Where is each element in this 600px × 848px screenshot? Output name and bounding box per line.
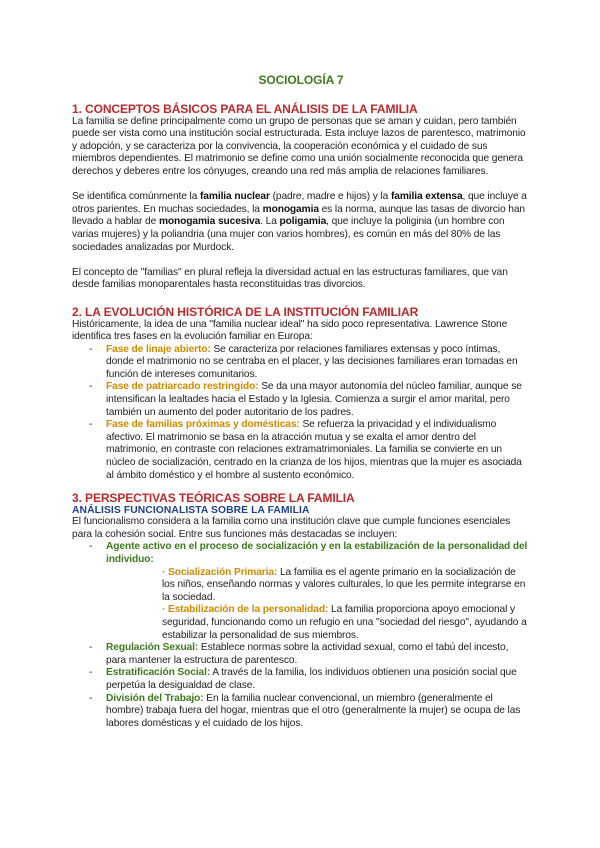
- phase-list: [72, 344, 530, 483]
- section-1-heading: 1. CONCEPTOS BÁSICOS PARA EL ANÁLISIS DE LA FAMILIA: [72, 101, 418, 116]
- function-list: [72, 541, 530, 730]
- document-title: SOCIOLOGÍA 7: [258, 73, 344, 87]
- document-page: [72, 66, 530, 730]
- list-item: - Agente activo en el proceso de socialización y en la estabilización de la personalidad del individuo: · Socialización Primaria: La familia es el agente primario en la socialización de los niños, enseñando normas y valores culturales, lo que les permite integrarse en la sociedad. · Estabilización de la personalidad: La familia proporciona apoyo emocional y seguridad, funcionando como un refugio en una "sociedad del riesgo", ayudando a estabilizar la personalidad de sus miembros.: [106, 541, 530, 642]
- section-1-paragraph-1: La familia se define principalmente como un grupo de personas que se aman y cuidan, pero también puede ser vista como una institución social estructurada. Esta incluye lazos de parentesco, matrimonio y adopción, y se caracteriza por la convivencia, la cooperación económica y el cuidado de sus miembros dependientes. El matrimonio se define como una unión socialmente reconocida que genera derechos y deberes entre los cónyuges, creando una red más amplia de relaciones familiares.: [72, 115, 526, 177]
- section-1-paragraph-3: El concepto de "familias" en plural refleja la diversidad actual en las estructuras familiares, que van desde familias monoparentales hasta reconstituidas tras divorcios.: [72, 266, 508, 291]
- list-item: - Regulación Sexual: Establece normas sobre la actividad sexual, como el tabú del incesto, para mantener la estructura de parentesco.: [106, 642, 530, 667]
- section-1-paragraph-2: Se identifica comúnmente la familia nuclear (padre, madre e hijos) y la familia extensa, que incluye a otros parientes. En muchas sociedades, la monogamia es la norma, aunque las tasas de divorcio han llevado a hablar de monogamia sucesiva. La poligamia, que incluye la poliginia (un hombre con varias mujeres) y la poliandria (una mujer con varios hombres), es común en más del 80% de las sociedades analizadas por Murdock.: [72, 191, 527, 253]
- list-item: - Fase de patriarcado restringido: Se da una mayor autonomía del núcleo familiar, aunque se intensifican la lealtades hacia el Estado y la Iglesia. Comienza a surgir el amor marital, pero también un aumento del poder autoritario de los padres.: [106, 381, 530, 419]
- list-item: - Fase de familias próximas y domésticas: Se refuerza la privacidad y el individualismo afectivo. El matrimonio se basa en la atracción mutua y se exalta el amor dentro del matrimonio, en contraste con relaciones extramatrimoniales. La familia se convierte en un núcleo de socialización, centrado en la crianza de los hijos, mientras que la mujer es asociada al ámbito doméstico y el hombre al sustento económico.: [106, 419, 530, 482]
- list-item: - Estratificación Social: A través de la familia, los individuos obtienen una posición social que perpetúa la desigualdad de clase.: [106, 667, 530, 692]
- sub-item-socializacion: · Socialización Primaria: La familia es el agente primario en la socialización de los niños, enseñando normas y valores culturales, lo que les permite integrarse en la sociedad.: [162, 566, 526, 603]
- section-2-intro: Históricamente, la idea de una "familia nuclear ideal" ha sido poco representativa. Lawrence Stone identifica tres fases en la evolución familiar en Europa:: [72, 318, 508, 343]
- sub-item-estabilizacion: · Estabilización de la personalidad: La familia proporciona apoyo emocional y seguridad, funcionando como un refugio en una "sociedad del riesgo", ayudando a estabilizar la personalidad de sus miembros.: [162, 604, 527, 641]
- section-2-heading: 2. LA EVOLUCIÓN HISTÓRICA DE LA INSTITUCIÓN FAMILIAR: [72, 304, 419, 319]
- section-3-intro: El funcionalismo considera a la familia como una institución clave que cumple funciones esenciales para la cohesión social. Entre sus funciones más destacadas se incluyen:: [72, 516, 511, 540]
- list-item: - División del Trabajo: En la familia nuclear convencional, un miembro (generalmente el hombre) trabaja fuera del hogar, mientras que el otro (generalmente la mujer) se ocupa de las labores domésticas y el cuidado de los hijos.: [106, 693, 530, 731]
- section-3-heading: 3. PERSPECTIVAS TEÓRICAS SOBRE LA FAMILIA: [72, 491, 355, 506]
- section-3-subheading: ANÁLISIS FUNCIONALISTA SOBRE LA FAMILIA: [72, 505, 310, 517]
- list-item: - Fase de linaje abierto: Se caracteriza por relaciones familiares extensas y poco íntimas, donde el matrimonio no se centraba en el placer, y las decisiones familiares eran tomadas en función de intereses comunitarios.: [106, 344, 530, 382]
